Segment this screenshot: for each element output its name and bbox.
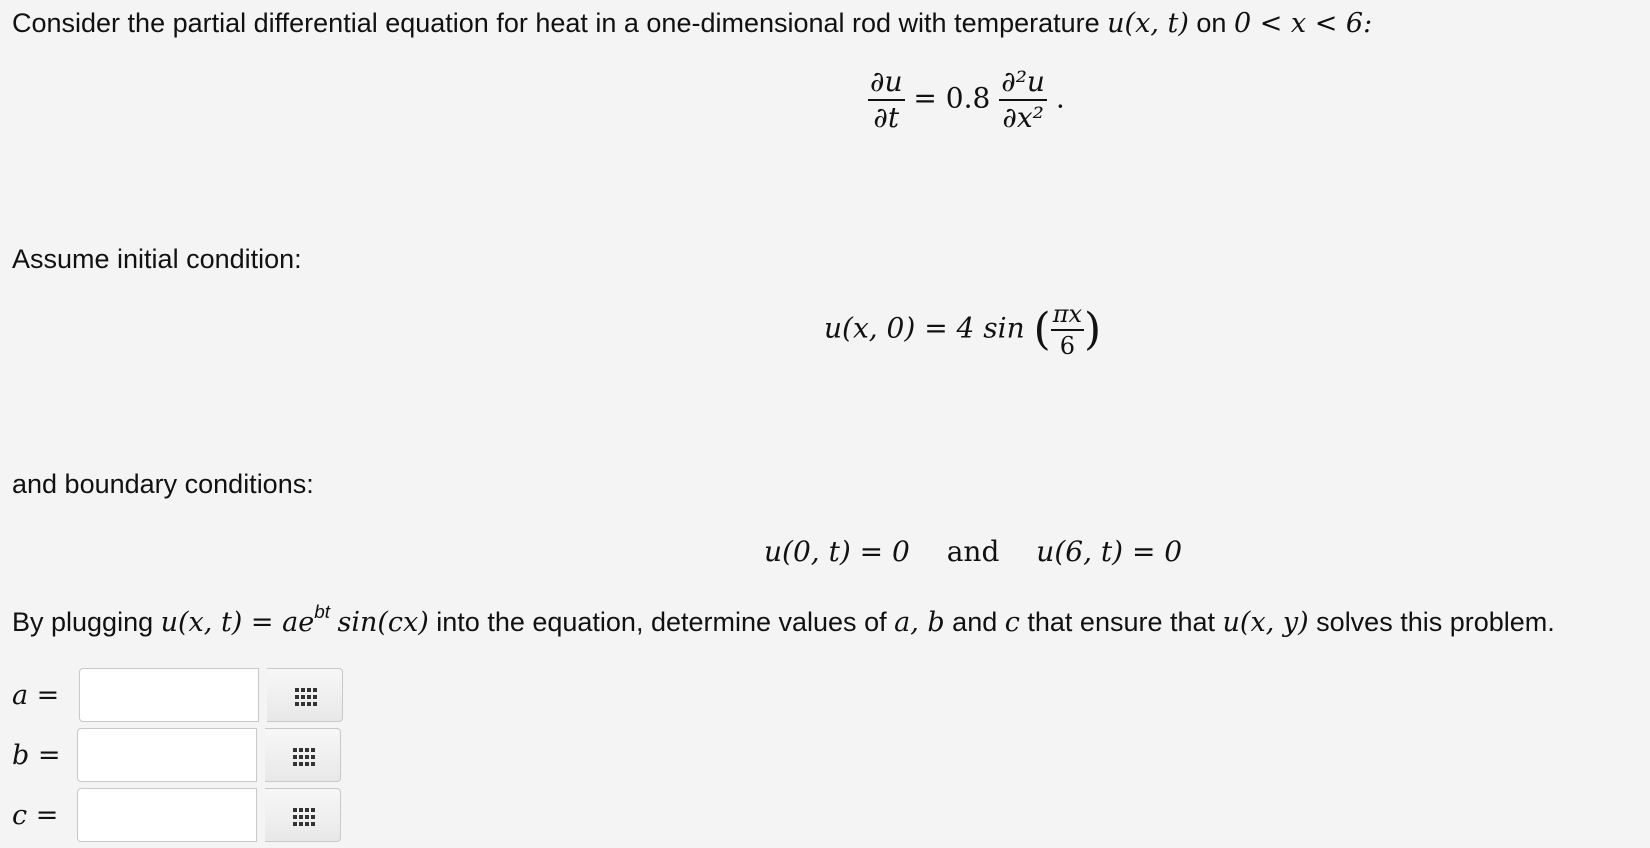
keypad-button-c[interactable] xyxy=(265,788,341,842)
pde-lhs-num: ∂u xyxy=(870,65,903,98)
answer-row-a xyxy=(0,668,360,726)
keypad-button-a[interactable] xyxy=(267,668,343,722)
instruction-var-c: c xyxy=(1004,607,1020,639)
instruction-func-rhs: sin(cx) xyxy=(337,607,429,639)
initial-equation: u(x, 0) = 4 sin ( $\frac{\pi x}{6}$ ) xyxy=(824,300,1102,360)
pde-period: . xyxy=(1055,81,1065,115)
intro-on: on xyxy=(1196,8,1227,38)
answer-label-c: c = xyxy=(12,800,59,831)
initial-frac-num: πx xyxy=(1052,300,1083,328)
instruction-and: and xyxy=(952,607,998,638)
initial-frac-den: 6 xyxy=(1059,332,1075,360)
instruction-func-lhs: u(x, t) = ae xyxy=(160,607,315,639)
pde-lhs-fraction xyxy=(868,65,905,134)
instruction-before: By plugging xyxy=(12,607,154,638)
boundary-left: u(0, t) = 0 xyxy=(764,535,910,568)
keypad-icon xyxy=(293,748,315,766)
instruction-exponent: bt xyxy=(314,602,330,623)
answer-label-b: b = xyxy=(12,740,61,771)
pde-rhs-den: ∂x² xyxy=(1002,101,1044,134)
pde-lhs-den: ∂t xyxy=(873,101,900,134)
answer-input-a[interactable] xyxy=(79,668,259,722)
boundary-and: and xyxy=(946,535,1000,568)
intro-function: u(x, t) xyxy=(1107,8,1189,39)
instruction-line xyxy=(12,602,1555,639)
instruction-func2: u(x, y) xyxy=(1222,607,1309,639)
keypad-icon xyxy=(293,808,315,826)
intro-domain: 0 < x < 6: xyxy=(1233,8,1373,39)
instruction-vars: a, b xyxy=(894,607,945,639)
boundary-label: and boundary conditions: xyxy=(12,469,314,499)
pde-equation xyxy=(868,65,1065,134)
intro-line xyxy=(12,10,1372,37)
pde-equals: = 0.8 xyxy=(913,81,991,115)
boundary-equation xyxy=(764,535,1183,568)
instruction-after: that ensure that xyxy=(1027,607,1216,638)
answer-label-a: a = xyxy=(12,680,60,711)
answer-row-c xyxy=(0,788,360,846)
answer-input-c[interactable] xyxy=(77,788,257,842)
intro-text: Consider the partial differential equation for heat in a one-dimensional rod with temperature xyxy=(12,8,1100,38)
keypad-icon xyxy=(295,688,317,706)
instruction-end: solves this problem. xyxy=(1316,607,1555,638)
instruction-middle: into the equation, determine values of xyxy=(436,607,887,638)
pde-rhs-fraction xyxy=(999,65,1047,134)
keypad-button-b[interactable] xyxy=(265,728,341,782)
initial-lhs: u(x, 0) = 4 sin xyxy=(824,311,1025,345)
answer-row-b xyxy=(0,728,360,786)
initial-label: Assume initial condition: xyxy=(12,244,302,274)
boundary-right: u(6, t) = 0 xyxy=(1036,535,1183,568)
answer-input-b[interactable] xyxy=(77,728,257,782)
initial-fraction xyxy=(1051,302,1084,358)
pde-rhs-num: ∂²u xyxy=(1001,65,1045,98)
